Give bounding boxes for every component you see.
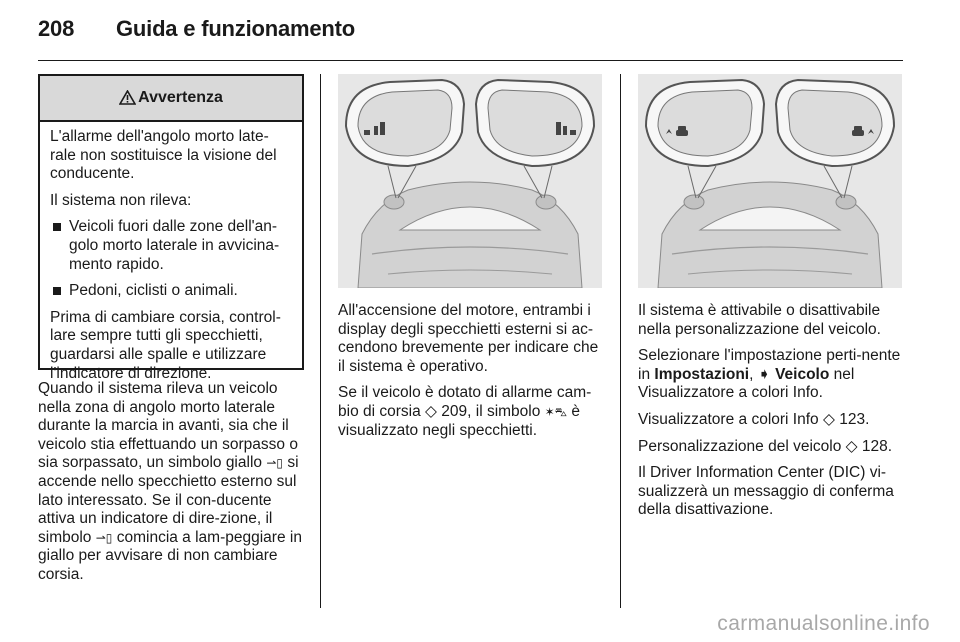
menu-veicolo: Veicolo [775, 365, 830, 383]
column-1-paragraph: Quando il sistema rileva un veicolo nella zona di angolo morto laterale durante la marcia in avanti, sia che il veicolo stia effettuando un sorpasso o sia sorpassato, un simbolo giallo ⇀▯ si accende nello specchietto esterno sul lato interessato. Se il con-ducente attiva un indicatore di dire-zione, il simbolo ⇀▯ comincia a lam-peggiare in giallo per avvisare di non cambiare corsia. [38, 380, 302, 583]
warning-triangle-icon [119, 90, 136, 105]
page-header [38, 16, 355, 42]
column-1-text [38, 380, 306, 593]
page-number: 208 [38, 16, 75, 41]
figure-mirrors-blind-spot [338, 74, 602, 288]
warning-text-3: Prima di cambiare corsia, control-lare sempre tutti gli specchietti, guardarsi alle spalle e utilizzare l'indicatore di direzione. [50, 308, 281, 382]
column-3-paragraph-2: Selezionare l'impostazione perti-nente in Impostazioni, ➧ Veicolo nel Visualizzatore a colori Info. [638, 347, 901, 402]
menu-impostazioni: Impostazioni [654, 365, 750, 383]
page-ref-209[interactable]: 209 [441, 402, 468, 420]
menu-arrow-icon: ➧ [757, 365, 771, 383]
column-2-paragraph-1: All'accensione del motore, entrambi i display degli specchietti esterni si ac-cendono brevemente per indicare che il sistema è operativo. [338, 302, 599, 375]
column-2-text [338, 302, 606, 448]
page-ref-arrow-icon: ◇ [822, 410, 835, 428]
column-divider-1 [320, 74, 321, 608]
warning-header [40, 76, 302, 122]
page-ref-arrow-icon: ◇ [425, 402, 437, 420]
page-ref-arrow-icon: ◇ [845, 437, 858, 455]
figure-mirrors-lane-change [638, 74, 902, 288]
column-3-paragraph-4: Personalizzazione del veicolo ◇ 128. [638, 437, 893, 455]
lane-change-icon: ✶⛍ [544, 404, 568, 419]
column-3-text [638, 302, 906, 528]
page-ref-123[interactable]: 123. [839, 410, 870, 428]
watermark: carmanualsonline.info [717, 612, 930, 635]
warning-text-1: L'allarme dell'angolo morto late-rale non sostituisce la visione del conducente. [50, 128, 277, 183]
warning-text-2: Il sistema non rileva: [50, 191, 192, 209]
warning-bullet-1: Veicoli fuori dalle zone dell'an-golo morto laterale in avvicina-mento rapido. [50, 218, 292, 274]
warning-box [38, 74, 304, 382]
column-3-paragraph-3: Visualizzatore a colori Info ◇ 123. [638, 410, 870, 428]
page-title: Guida e funzionamento [116, 16, 356, 41]
blind-spot-car-icon: ⇀▯ [95, 530, 113, 545]
column-2-paragraph-2: Se il veicolo è dotato di allarme cam-bio di corsia ◇ 209, il simbolo ✶⛍ è visualizzato negli specchietti. [338, 384, 592, 439]
column-divider-2 [620, 74, 621, 608]
blind-spot-car-icon: ⇀▯ [266, 456, 283, 471]
header-divider [38, 60, 903, 61]
page-ref-128[interactable]: 128. [861, 437, 893, 455]
warning-bullet-2: Pedoni, ciclisti o animali. [50, 282, 292, 301]
warning-title: Avvertenza [138, 89, 223, 106]
column-3-paragraph-1: Il sistema è attivabile o disattivabile nella personalizzazione del veicolo. [638, 302, 881, 338]
column-3-paragraph-5: Il Driver Information Center (DIC) vi-sualizzerà un messaggio di conferma della disattivazione. [638, 464, 894, 519]
